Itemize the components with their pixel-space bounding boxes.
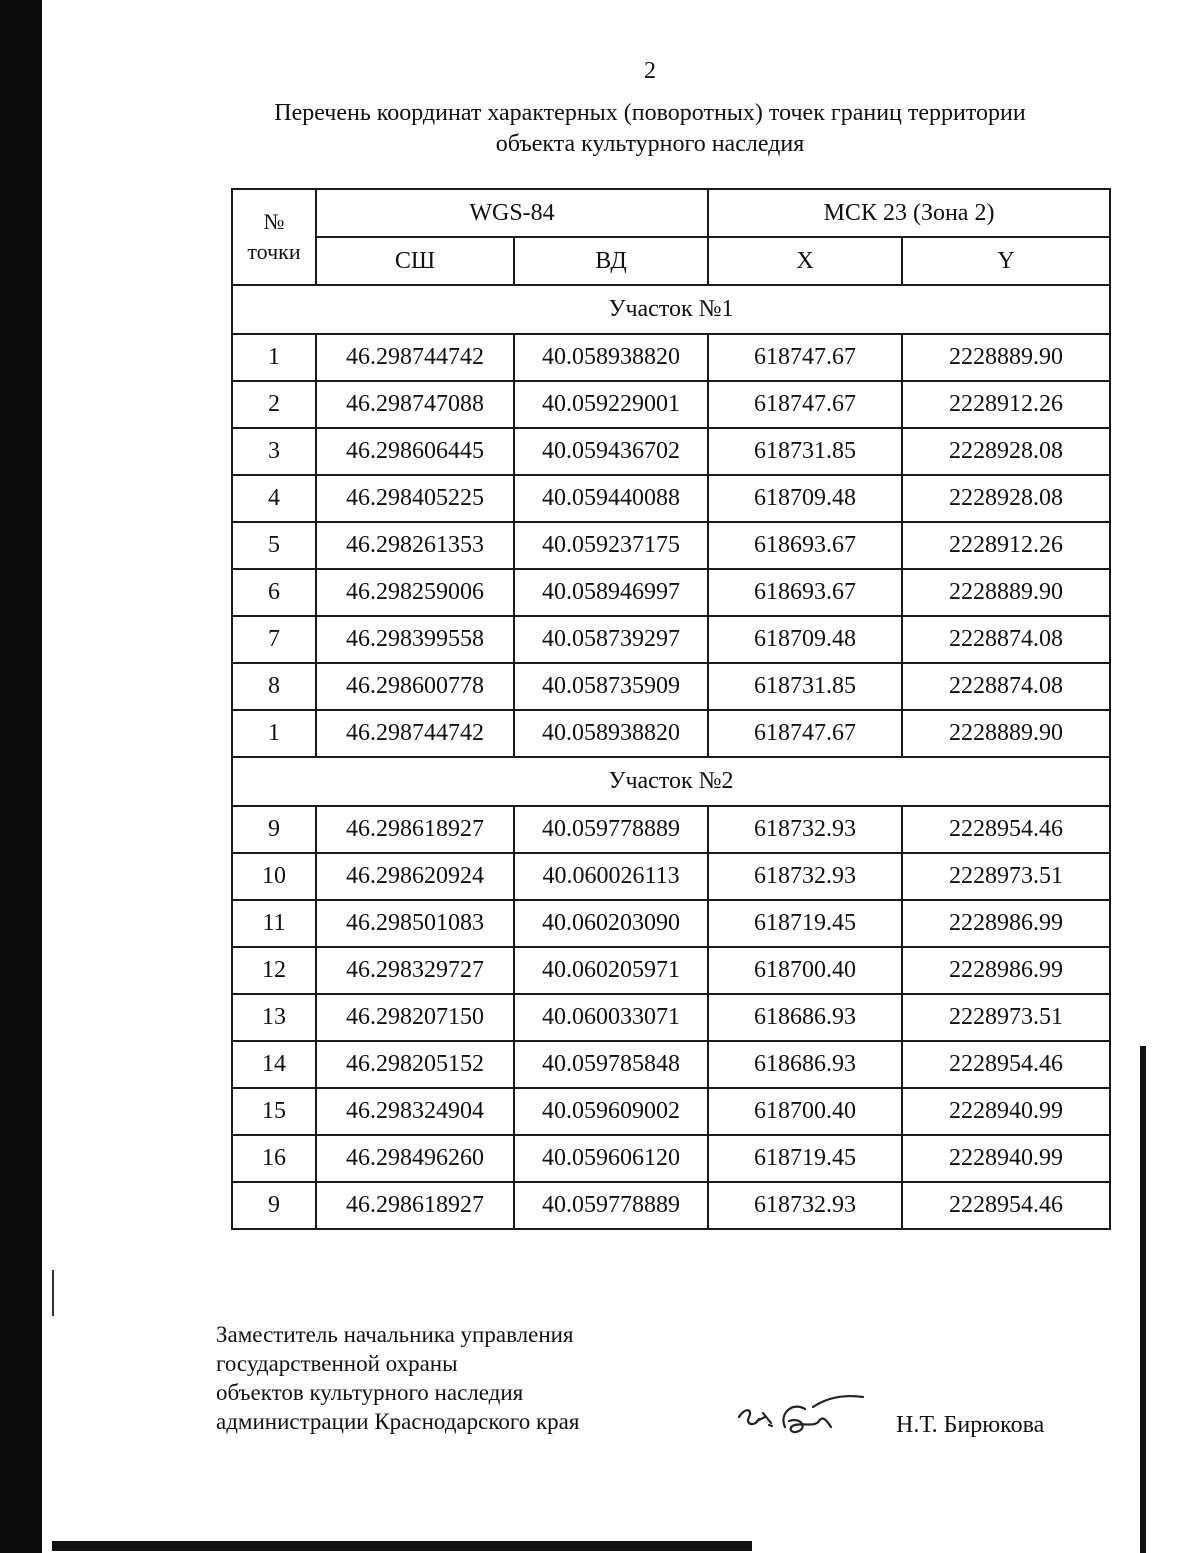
section-header-row [232, 285, 1110, 334]
cell-y: 2228973.51 [902, 853, 1110, 900]
cell-x: 618732.93 [708, 806, 902, 853]
cell-longitude: 40.058735909 [514, 663, 708, 710]
cell-x: 618731.85 [708, 428, 902, 475]
header-y: Y [902, 237, 1110, 285]
cell-longitude: 40.059237175 [514, 522, 708, 569]
cell-point-number: 9 [232, 1182, 316, 1229]
cell-latitude: 46.298261353 [316, 522, 514, 569]
table-row [232, 710, 1110, 757]
cell-longitude: 40.059436702 [514, 428, 708, 475]
cell-point-number: 4 [232, 475, 316, 522]
cell-y: 2228889.90 [902, 710, 1110, 757]
scan-artifact-mark [52, 1270, 54, 1316]
signer-line-4: администрации Краснодарского края [216, 1409, 580, 1434]
header-x: X [708, 237, 902, 285]
cell-point-number: 16 [232, 1135, 316, 1182]
section-header-row [232, 757, 1110, 806]
cell-x: 618700.40 [708, 1088, 902, 1135]
signer-line-3: объектов культурного наследия [216, 1380, 524, 1405]
cell-longitude: 40.059609002 [514, 1088, 708, 1135]
table-row [232, 806, 1110, 853]
table-row [232, 994, 1110, 1041]
table-row [232, 475, 1110, 522]
cell-longitude: 40.060033071 [514, 994, 708, 1041]
handwritten-signature [735, 1387, 865, 1439]
cell-y: 2228986.99 [902, 947, 1110, 994]
cell-latitude: 46.298207150 [316, 994, 514, 1041]
cell-y: 2228912.26 [902, 381, 1110, 428]
cell-y: 2228973.51 [902, 994, 1110, 1041]
scan-edge-left [0, 0, 42, 1553]
header-longitude: ВД [514, 237, 708, 285]
cell-latitude: 46.298496260 [316, 1135, 514, 1182]
cell-point-number: 1 [232, 710, 316, 757]
header-latitude: СШ [316, 237, 514, 285]
cell-x: 618719.45 [708, 1135, 902, 1182]
cell-point-number: 5 [232, 522, 316, 569]
cell-y: 2228928.08 [902, 428, 1110, 475]
cell-point-number: 8 [232, 663, 316, 710]
cell-point-number: 9 [232, 806, 316, 853]
cell-longitude: 40.059606120 [514, 1135, 708, 1182]
cell-point-number: 15 [232, 1088, 316, 1135]
section-title: Участок №2 [232, 757, 1110, 806]
cell-y: 2228912.26 [902, 522, 1110, 569]
cell-x: 618700.40 [708, 947, 902, 994]
cell-x: 618693.67 [708, 522, 902, 569]
signer-name: Н.Т. Бирюкова [896, 1412, 1045, 1438]
cell-longitude: 40.058739297 [514, 616, 708, 663]
cell-latitude: 46.298600778 [316, 663, 514, 710]
cell-latitude: 46.298324904 [316, 1088, 514, 1135]
cell-x: 618719.45 [708, 900, 902, 947]
table-row [232, 569, 1110, 616]
cell-y: 2228889.90 [902, 569, 1110, 616]
table-row [232, 1182, 1110, 1229]
cell-x: 618709.48 [708, 475, 902, 522]
cell-longitude: 40.059229001 [514, 381, 708, 428]
cell-y: 2228940.99 [902, 1135, 1110, 1182]
table-row [232, 1135, 1110, 1182]
cell-longitude: 40.058938820 [514, 710, 708, 757]
cell-latitude: 46.298405225 [316, 475, 514, 522]
table-row [232, 947, 1110, 994]
cell-y: 2228954.46 [902, 1041, 1110, 1088]
cell-x: 618747.67 [708, 710, 902, 757]
table-row [232, 1088, 1110, 1135]
scan-edge-right [1140, 1046, 1146, 1553]
cell-longitude: 40.058938820 [514, 334, 708, 381]
table-row [232, 334, 1110, 381]
cell-point-number: 7 [232, 616, 316, 663]
cell-x: 618686.93 [708, 994, 902, 1041]
cell-longitude: 40.060205971 [514, 947, 708, 994]
header-point-number [232, 189, 316, 285]
cell-y: 2228954.46 [902, 806, 1110, 853]
cell-latitude: 46.298399558 [316, 616, 514, 663]
cell-point-number: 14 [232, 1041, 316, 1088]
cell-point-number: 11 [232, 900, 316, 947]
cell-point-number: 12 [232, 947, 316, 994]
table-row [232, 428, 1110, 475]
header-wgs84: WGS-84 [316, 189, 708, 237]
cell-y: 2228928.08 [902, 475, 1110, 522]
cell-latitude: 46.298620924 [316, 853, 514, 900]
cell-latitude: 46.298606445 [316, 428, 514, 475]
cell-point-number: 13 [232, 994, 316, 1041]
cell-point-number: 2 [232, 381, 316, 428]
cell-point-number: 6 [232, 569, 316, 616]
cell-latitude: 46.298259006 [316, 569, 514, 616]
cell-point-number: 1 [232, 334, 316, 381]
cell-longitude: 40.060203090 [514, 900, 708, 947]
header-point-number-line2: точки [247, 239, 301, 264]
cell-x: 618747.67 [708, 381, 902, 428]
cell-x: 618686.93 [708, 1041, 902, 1088]
coordinates-table-body [232, 285, 1110, 1229]
cell-latitude: 46.298329727 [316, 947, 514, 994]
cell-y: 2228954.46 [902, 1182, 1110, 1229]
cell-latitude: 46.298618927 [316, 1182, 514, 1229]
title-line-2: объекта культурного наследия [495, 131, 805, 157]
cell-longitude: 40.060026113 [514, 853, 708, 900]
cell-latitude: 46.298618927 [316, 806, 514, 853]
table-row [232, 522, 1110, 569]
cell-x: 618709.48 [708, 616, 902, 663]
table-row [232, 900, 1110, 947]
cell-x: 618732.93 [708, 853, 902, 900]
cell-latitude: 46.298744742 [316, 710, 514, 757]
cell-longitude: 40.059785848 [514, 1041, 708, 1088]
signer-line-2: государственной охраны [216, 1351, 458, 1376]
signer-line-1: Заместитель начальника управления [216, 1322, 574, 1347]
scan-edge-bottom [52, 1541, 752, 1551]
table-row [232, 1041, 1110, 1088]
cell-x: 618693.67 [708, 569, 902, 616]
table-row [232, 616, 1110, 663]
section-title: Участок №1 [232, 285, 1110, 334]
cell-point-number: 3 [232, 428, 316, 475]
document-title [250, 98, 1050, 160]
cell-latitude: 46.298501083 [316, 900, 514, 947]
cell-x: 618732.93 [708, 1182, 902, 1229]
cell-y: 2228874.08 [902, 663, 1110, 710]
signer-position [216, 1320, 579, 1436]
header-point-number-line1: № [263, 209, 285, 234]
cell-longitude: 40.058946997 [514, 569, 708, 616]
title-line-1: Перечень координат характерных (поворотных) точек границ территории [274, 100, 1026, 126]
cell-longitude: 40.059778889 [514, 1182, 708, 1229]
header-msk23: МСК 23 (Зона 2) [708, 189, 1110, 237]
cell-x: 618731.85 [708, 663, 902, 710]
cell-y: 2228940.99 [902, 1088, 1110, 1135]
cell-point-number: 10 [232, 853, 316, 900]
cell-latitude: 46.298744742 [316, 334, 514, 381]
page-number: 2 [644, 58, 656, 84]
coordinates-table [231, 188, 1111, 1230]
cell-longitude: 40.059440088 [514, 475, 708, 522]
cell-y: 2228874.08 [902, 616, 1110, 663]
table-row [232, 853, 1110, 900]
cell-longitude: 40.059778889 [514, 806, 708, 853]
cell-latitude: 46.298747088 [316, 381, 514, 428]
cell-x: 618747.67 [708, 334, 902, 381]
table-row [232, 381, 1110, 428]
cell-latitude: 46.298205152 [316, 1041, 514, 1088]
table-row [232, 663, 1110, 710]
cell-y: 2228889.90 [902, 334, 1110, 381]
cell-y: 2228986.99 [902, 900, 1110, 947]
